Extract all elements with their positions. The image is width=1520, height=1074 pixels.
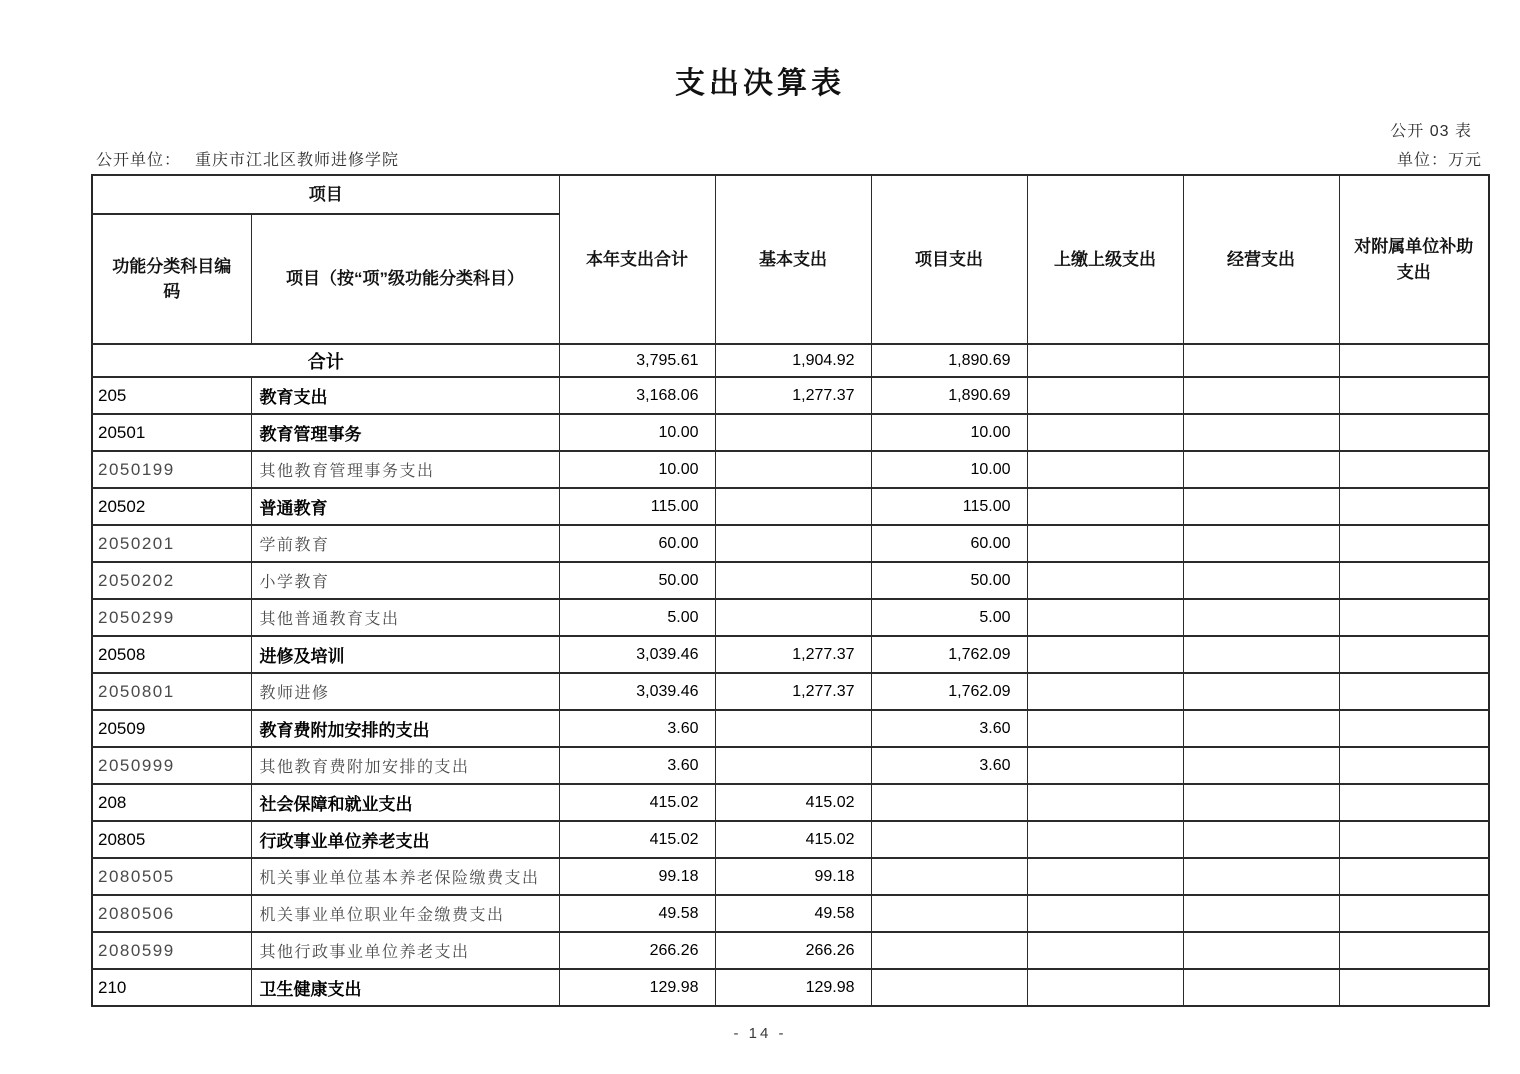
table-row-20501 [92, 414, 1489, 451]
total-value-cell: 3,795.61 [559, 344, 715, 377]
publishing-unit-label: 公开单位： [96, 152, 182, 169]
value-cell [1339, 747, 1489, 784]
value-cell: 60.00 [871, 525, 1027, 562]
value-cell [871, 858, 1027, 895]
header-project-group: 项目 [92, 175, 559, 214]
value-cell [1183, 895, 1339, 932]
function-code-cell: 205 [92, 377, 251, 414]
value-cell [1183, 525, 1339, 562]
value-cell [1027, 784, 1183, 821]
value-cell [1183, 636, 1339, 673]
value-cell [1027, 932, 1183, 969]
item-name-cell: 学前教育 [251, 525, 559, 562]
publishing-unit [96, 147, 399, 170]
value-cell [1339, 784, 1489, 821]
header-item-name: 项目（按“项”级功能分类科目） [251, 214, 559, 344]
value-cell: 1,762.09 [871, 636, 1027, 673]
function-code-cell: 2050201 [92, 525, 251, 562]
function-code-cell: 2080599 [92, 932, 251, 969]
value-cell [1027, 636, 1183, 673]
value-cell: 129.98 [715, 969, 871, 1006]
value-cell [1027, 488, 1183, 525]
value-cell: 5.00 [559, 599, 715, 636]
value-cell [1183, 599, 1339, 636]
form-number-label: 公开 03 表 [1390, 123, 1472, 140]
header-remit-superior: 上缴上级支出 [1027, 175, 1183, 344]
header-project-expenditure: 项目支出 [871, 175, 1027, 344]
table-row-208 [92, 784, 1489, 821]
value-cell: 266.26 [559, 932, 715, 969]
table-row-2050999 [92, 747, 1489, 784]
function-code-cell: 20501 [92, 414, 251, 451]
header-basic-expenditure: 基本支出 [715, 175, 871, 344]
value-cell [1183, 821, 1339, 858]
value-cell [715, 562, 871, 599]
currency-unit-label: 单位：万元 [1396, 152, 1482, 169]
value-cell: 60.00 [559, 525, 715, 562]
value-cell [871, 932, 1027, 969]
table-row-2050202 [92, 562, 1489, 599]
table-row-2080505 [92, 858, 1489, 895]
value-cell [715, 710, 871, 747]
value-cell [1339, 488, 1489, 525]
expenditure-table [91, 174, 1490, 1007]
function-code-cell: 2050801 [92, 673, 251, 710]
value-cell [1339, 599, 1489, 636]
value-cell [1183, 377, 1339, 414]
value-cell [1027, 673, 1183, 710]
value-cell [871, 784, 1027, 821]
item-name-cell: 机关事业单位职业年金缴费支出 [251, 895, 559, 932]
table-row-2050801 [92, 673, 1489, 710]
total-value-cell: 1,890.69 [871, 344, 1027, 377]
table-row-2050201 [92, 525, 1489, 562]
item-name-cell: 行政事业单位养老支出 [251, 821, 559, 858]
publishing-unit-name: 重庆市江北区教师进修学院 [195, 152, 400, 169]
total-row [92, 344, 1489, 377]
value-cell [1339, 525, 1489, 562]
value-cell: 115.00 [559, 488, 715, 525]
value-cell [1183, 858, 1339, 895]
value-cell [1339, 969, 1489, 1006]
value-cell [1339, 673, 1489, 710]
value-cell: 3,039.46 [559, 673, 715, 710]
value-cell: 3.60 [871, 747, 1027, 784]
value-cell [715, 488, 871, 525]
value-cell [871, 895, 1027, 932]
table-row-2050199 [92, 451, 1489, 488]
total-label: 合计 [92, 344, 559, 377]
value-cell: 1,762.09 [871, 673, 1027, 710]
value-cell: 50.00 [871, 562, 1027, 599]
value-cell [1027, 451, 1183, 488]
value-cell: 1,277.37 [715, 377, 871, 414]
value-cell [715, 747, 871, 784]
value-cell: 115.00 [871, 488, 1027, 525]
value-cell [1027, 599, 1183, 636]
value-cell [1339, 932, 1489, 969]
value-cell: 3,168.06 [559, 377, 715, 414]
item-name-cell: 普通教育 [251, 488, 559, 525]
value-cell [1183, 969, 1339, 1006]
item-name-cell: 教育费附加安排的支出 [251, 710, 559, 747]
function-code-cell: 20509 [92, 710, 251, 747]
value-cell [715, 414, 871, 451]
value-cell: 10.00 [871, 414, 1027, 451]
value-cell: 3.60 [871, 710, 1027, 747]
value-cell: 3.60 [559, 747, 715, 784]
value-cell [715, 525, 871, 562]
function-code-cell: 20508 [92, 636, 251, 673]
value-cell: 49.58 [715, 895, 871, 932]
value-cell [1183, 673, 1339, 710]
meta-row [96, 147, 1482, 170]
value-cell [871, 821, 1027, 858]
value-cell [1339, 562, 1489, 599]
table-body [92, 344, 1489, 1006]
function-code-cell: 20805 [92, 821, 251, 858]
item-name-cell: 进修及培训 [251, 636, 559, 673]
value-cell: 415.02 [715, 821, 871, 858]
value-cell [1027, 821, 1183, 858]
value-cell [1027, 710, 1183, 747]
function-code-cell: 2050299 [92, 599, 251, 636]
item-name-cell: 卫生健康支出 [251, 969, 559, 1006]
value-cell [1183, 710, 1339, 747]
value-cell [1183, 451, 1339, 488]
function-code-cell: 2080505 [92, 858, 251, 895]
item-name-cell: 其他教育管理事务支出 [251, 451, 559, 488]
value-cell: 50.00 [559, 562, 715, 599]
value-cell: 129.98 [559, 969, 715, 1006]
total-value-cell [1183, 344, 1339, 377]
item-name-cell: 小学教育 [251, 562, 559, 599]
function-code-cell: 2050999 [92, 747, 251, 784]
item-name-cell: 机关事业单位基本养老保险缴费支出 [251, 858, 559, 895]
item-name-cell: 社会保障和就业支出 [251, 784, 559, 821]
page-number: - 14 - [733, 1025, 787, 1042]
value-cell [1183, 488, 1339, 525]
value-cell: 266.26 [715, 932, 871, 969]
table-row-210 [92, 969, 1489, 1006]
value-cell: 415.02 [559, 821, 715, 858]
table-row-2050299 [92, 599, 1489, 636]
header-operating-expenditure: 经营支出 [1183, 175, 1339, 344]
value-cell [1027, 969, 1183, 1006]
header-function-code: 功能分类科目编码 [92, 214, 251, 344]
value-cell [1183, 414, 1339, 451]
item-name-cell: 其他教育费附加安排的支出 [251, 747, 559, 784]
header-subsidy-affiliated: 对附属单位补助支出 [1339, 175, 1489, 344]
item-name-cell: 教育支出 [251, 377, 559, 414]
value-cell: 415.02 [715, 784, 871, 821]
total-value-cell [1027, 344, 1183, 377]
table-row-205 [92, 377, 1489, 414]
value-cell: 10.00 [559, 414, 715, 451]
value-cell [1027, 895, 1183, 932]
value-cell [1339, 858, 1489, 895]
value-cell [1027, 562, 1183, 599]
value-cell [1183, 784, 1339, 821]
function-code-cell: 210 [92, 969, 251, 1006]
value-cell: 49.58 [559, 895, 715, 932]
value-cell [871, 969, 1027, 1006]
value-cell: 10.00 [559, 451, 715, 488]
value-cell [1339, 377, 1489, 414]
value-cell [1027, 525, 1183, 562]
function-code-cell: 208 [92, 784, 251, 821]
value-cell: 10.00 [871, 451, 1027, 488]
function-code-cell: 2080506 [92, 895, 251, 932]
item-name-cell: 教师进修 [251, 673, 559, 710]
value-cell: 1,890.69 [871, 377, 1027, 414]
item-name-cell: 其他普通教育支出 [251, 599, 559, 636]
value-cell [715, 599, 871, 636]
function-code-cell: 20502 [92, 488, 251, 525]
value-cell: 3,039.46 [559, 636, 715, 673]
value-cell [1027, 858, 1183, 895]
value-cell [715, 451, 871, 488]
value-cell [1183, 562, 1339, 599]
value-cell [1027, 414, 1183, 451]
value-cell [1027, 377, 1183, 414]
value-cell: 99.18 [715, 858, 871, 895]
value-cell [1339, 414, 1489, 451]
value-cell: 5.00 [871, 599, 1027, 636]
total-value-cell: 1,904.92 [715, 344, 871, 377]
value-cell: 415.02 [559, 784, 715, 821]
item-name-cell: 教育管理事务 [251, 414, 559, 451]
table-row-2080506 [92, 895, 1489, 932]
value-cell: 1,277.37 [715, 636, 871, 673]
value-cell: 1,277.37 [715, 673, 871, 710]
value-cell [1183, 747, 1339, 784]
table-row-20508 [92, 636, 1489, 673]
header-total-expenditure: 本年支出合计 [559, 175, 715, 344]
total-value-cell [1339, 344, 1489, 377]
function-code-cell: 2050202 [92, 562, 251, 599]
value-cell: 3.60 [559, 710, 715, 747]
value-cell [1027, 747, 1183, 784]
table-row-20509 [92, 710, 1489, 747]
value-cell [1339, 636, 1489, 673]
item-name-cell: 其他行政事业单位养老支出 [251, 932, 559, 969]
header-group-row [92, 175, 1489, 214]
value-cell [1339, 895, 1489, 932]
value-cell [1339, 710, 1489, 747]
value-cell [1183, 932, 1339, 969]
value-cell: 99.18 [559, 858, 715, 895]
function-code-cell: 2050199 [92, 451, 251, 488]
value-cell [1339, 451, 1489, 488]
table-row-2080599 [92, 932, 1489, 969]
table-row-20502 [92, 488, 1489, 525]
table-row-20805 [92, 821, 1489, 858]
value-cell [1339, 821, 1489, 858]
page-title: 支出决算表 [675, 67, 845, 100]
